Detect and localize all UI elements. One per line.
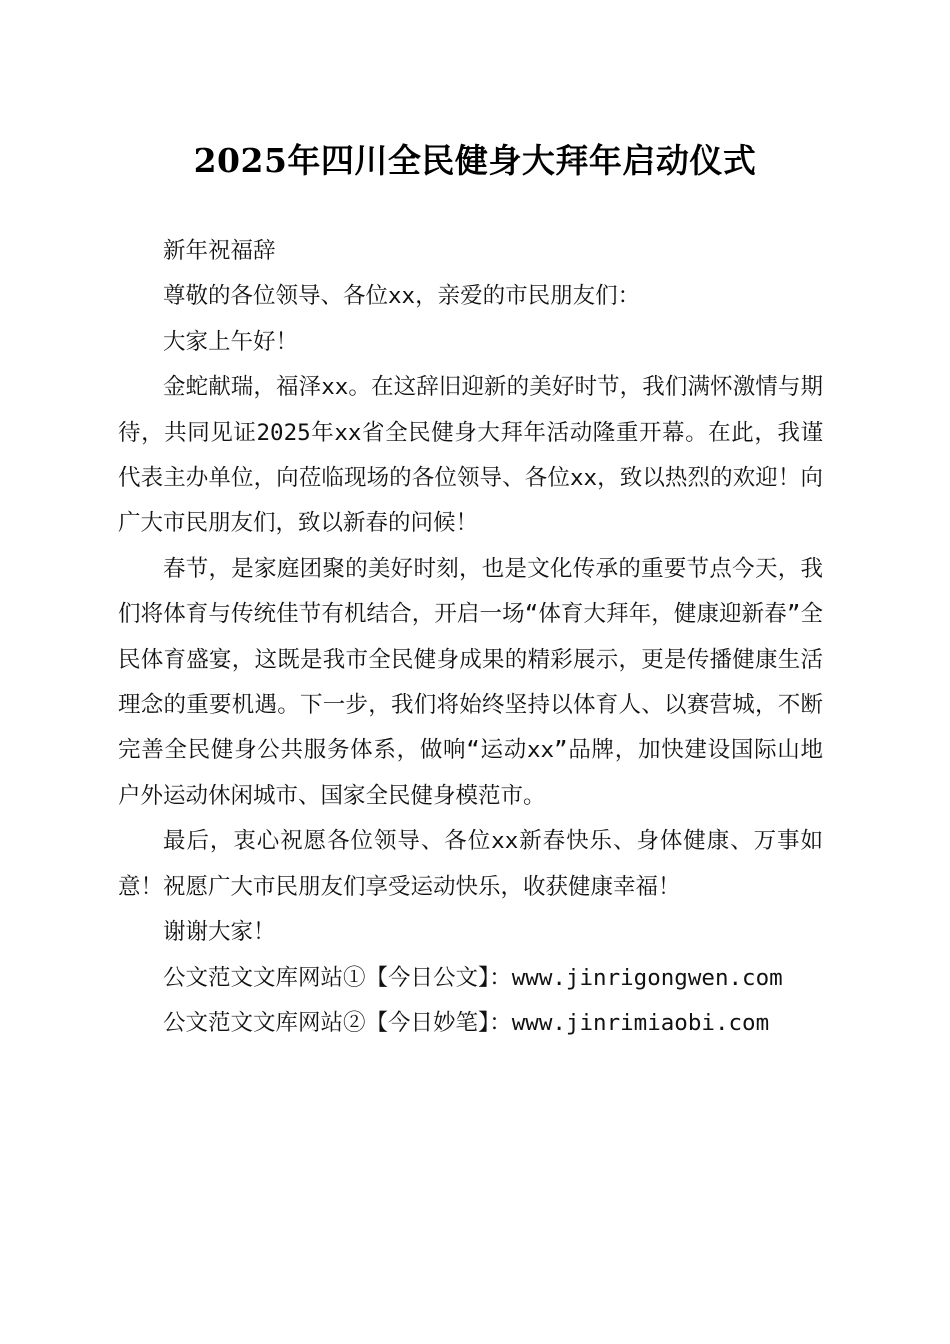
salutation: 尊敬的各位领导、各位xx，亲爱的市民朋友们： <box>163 283 641 310</box>
body-paragraph-spring-festival: 春节，是家庭团聚的美好时刻，也是文化传承的重要节点今天，我们将体育与传统佳节有机结合，开启一场“体育大拜年，健康迎新春”全民体育盛宴，这既是我市全民健身成果的精彩展示，更是传播健康生活理念的重要机遇。下一步，我们将始终坚持以体育人、以赛营城，不断完善全民健身公共服务体系，做响“运动xx”品牌，加快建设国际山地户外运动休闲城市、国家全民健身模范市。 <box>118 555 823 809</box>
body-paragraph-wishes: 最后，衷心祝愿各位领导、各位xx新春快乐、身体健康、万事如意！祝愿广大市民朋友们享受运动快乐，收获健康幸福！ <box>118 828 823 900</box>
document-body <box>118 229 823 1046</box>
footer-link-jinrigongwen[interactable]: 公文范文文库网站①【今日公文】：www.jinrigongwen.com <box>163 964 783 991</box>
greeting: 大家上午好！ <box>163 328 299 355</box>
document-heading: 新年祝福辞 <box>163 238 276 264</box>
closing: 谢谢大家！ <box>163 919 276 946</box>
body-paragraph-opening: 金蛇献瑞，福泽xx。在这辞旧迎新的美好时节，我们满怀激情与期待，共同见证2025年xx省全民健身大拜年活动隆重开幕。在此，我谨代表主办单位，向莅临现场的各位领导、各位xx，致以热烈的欢迎！向广大市民朋友们，致以新春的问候！ <box>118 374 823 537</box>
footer-link-jinrimiaobi[interactable]: 公文范文文库网站②【今日妙笔】：www.jinrimiaobi.com <box>163 1009 770 1036</box>
document-title: 2025年四川全民健身大拜年启动仪式 <box>193 141 757 180</box>
